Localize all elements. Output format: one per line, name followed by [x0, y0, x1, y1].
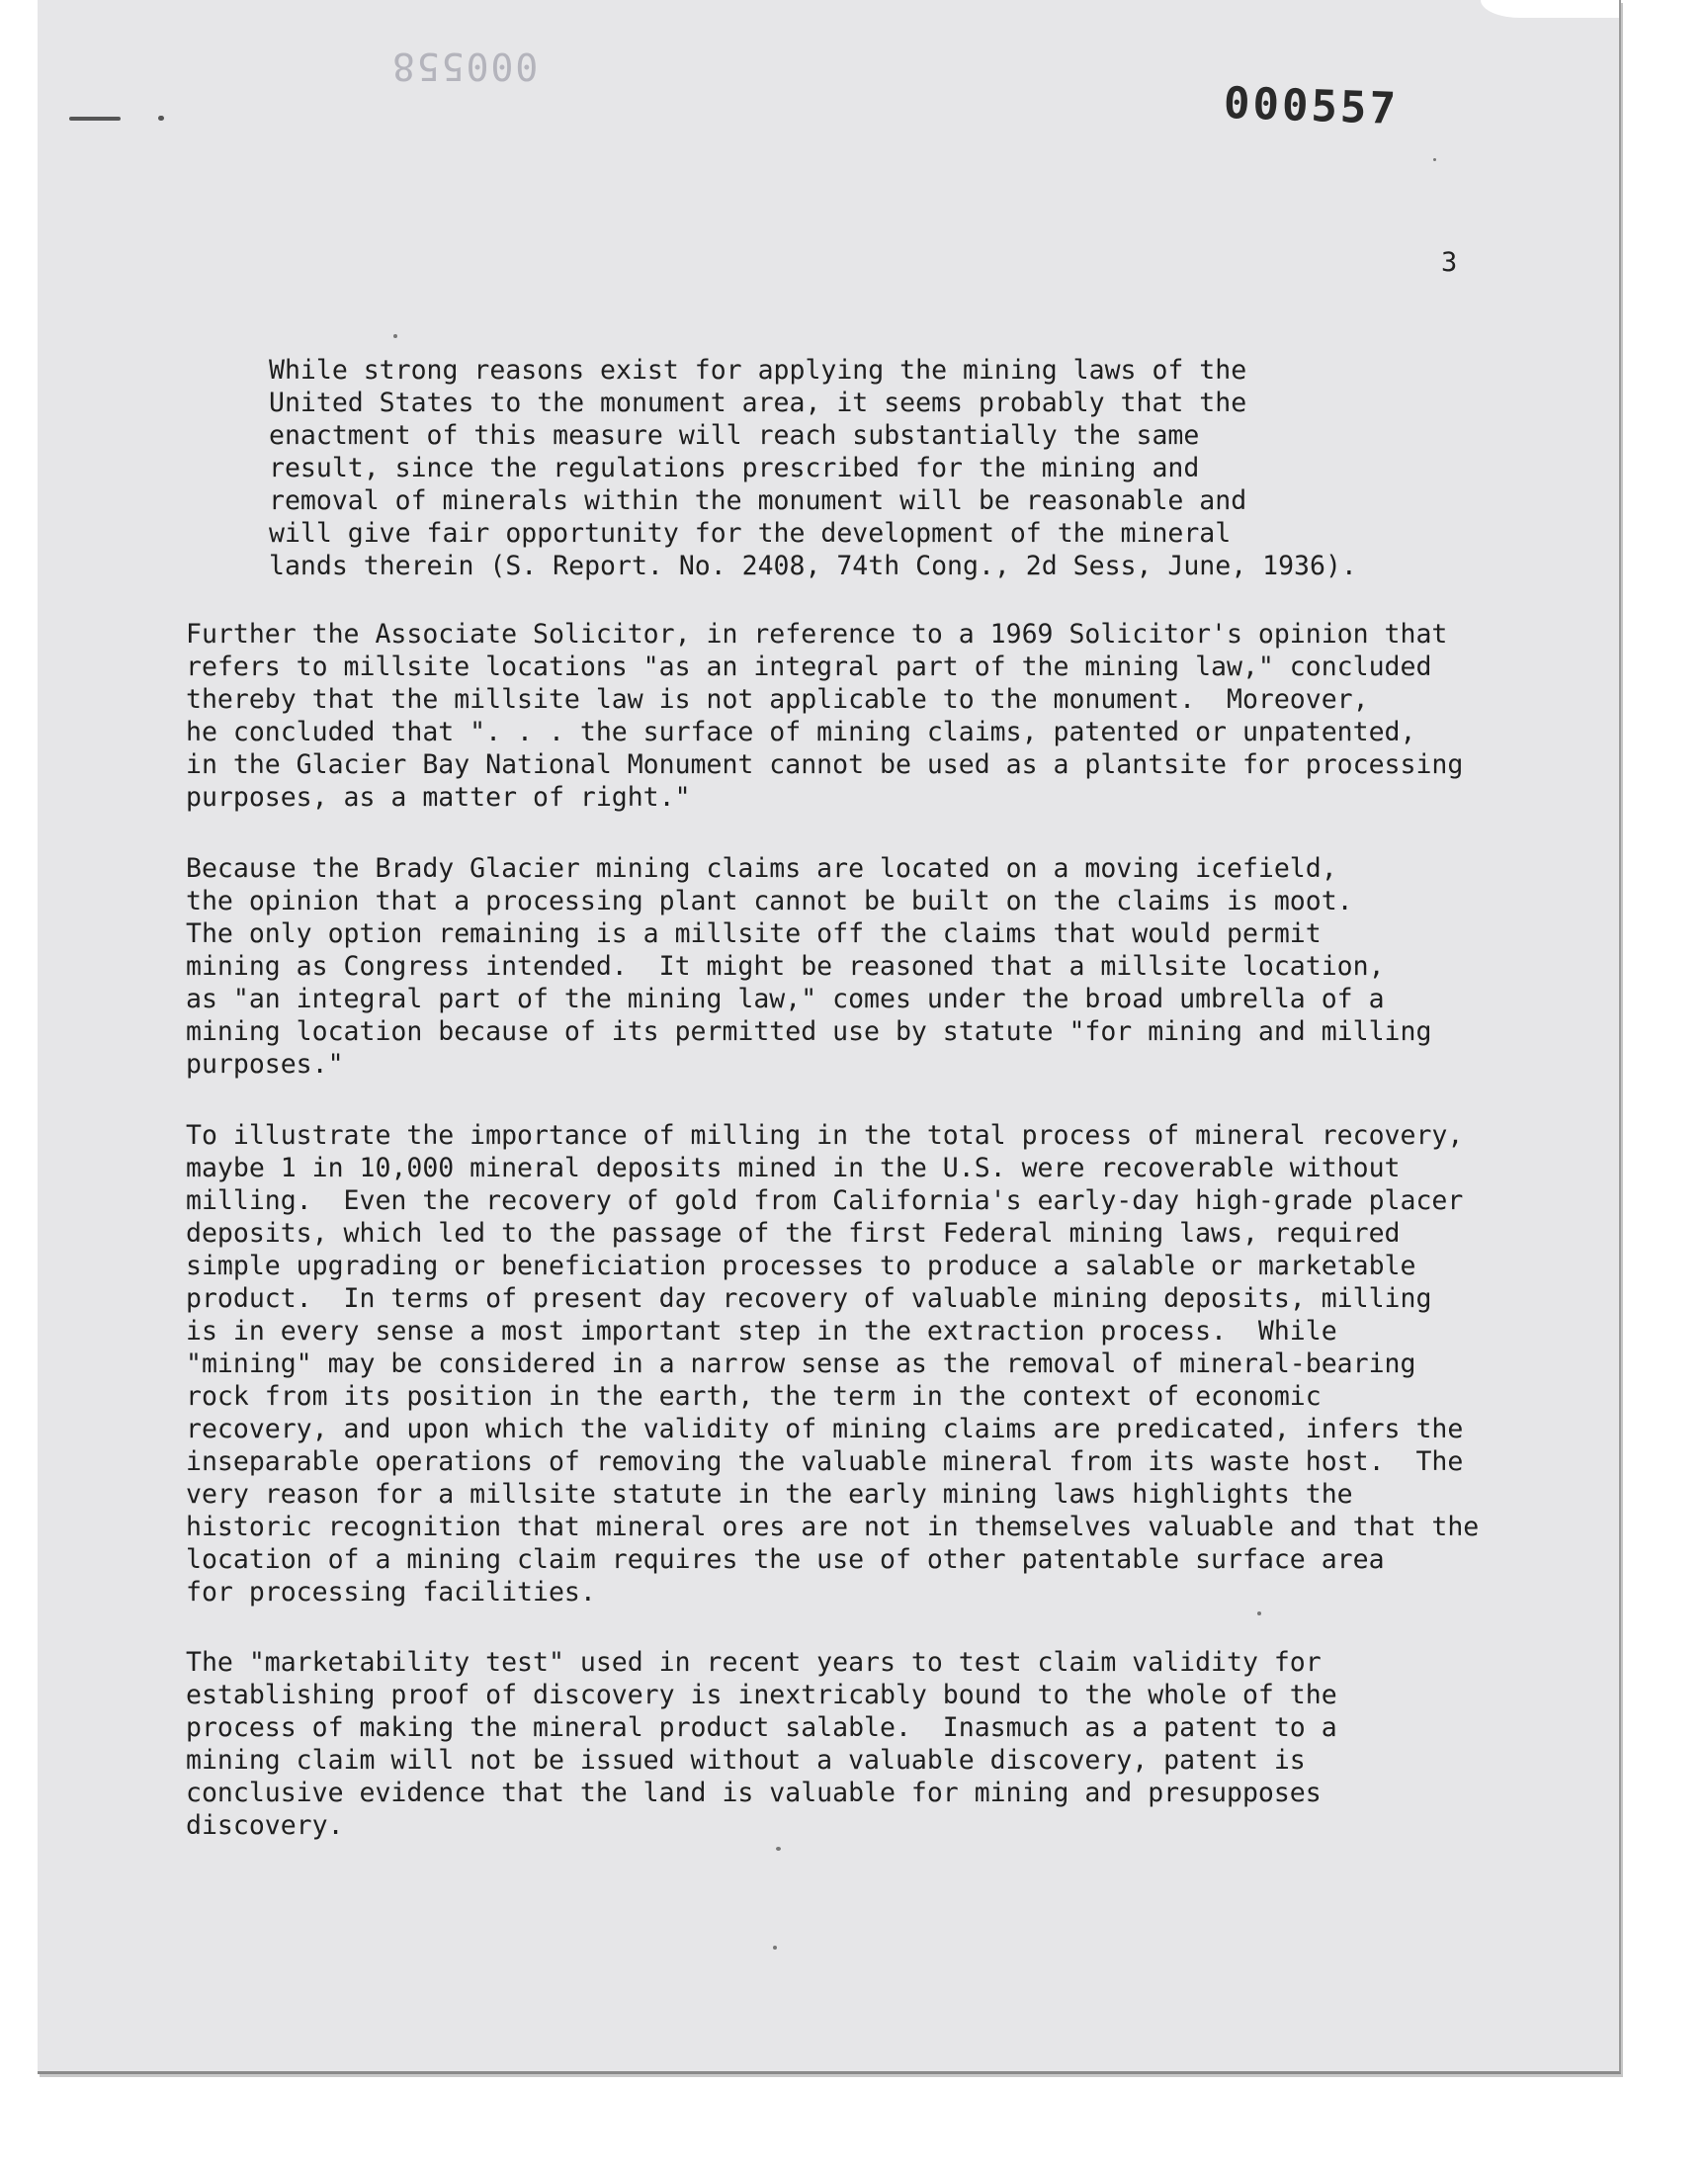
text-line: rock from its position in the earth, the term in the context of economic [186, 1381, 1322, 1412]
text-line: "mining" may be considered in a narrow sense as the removal of mineral-bearing [186, 1348, 1416, 1379]
text-line: purposes, as a matter of right." [186, 782, 691, 813]
bates-stamp-number: 000557 [1223, 77, 1400, 135]
text-line: historic recognition that mineral ores are not in themselves valuable and that the [186, 1512, 1480, 1542]
text-line: the opinion that a processing plant cannot be built on the claims is moot. [186, 886, 1353, 916]
text-line: The "marketability test" used in recent years to test claim validity for [186, 1647, 1322, 1678]
text-line: refers to millsite locations "as an integral part of the mining law," concluded [186, 652, 1432, 682]
text-line: is in every sense a most important step in the extraction process. While [186, 1316, 1337, 1347]
text-line: discovery. [186, 1810, 344, 1841]
text-line: thereby that the millsite law is not applicable to the monument. Moreover, [186, 684, 1369, 715]
text-line: enactment of this measure will reach substantially the same [269, 420, 1200, 451]
text-line: product. In terms of present day recovery of valuable mining deposits, milling [186, 1283, 1432, 1314]
text-line: The only option remaining is a millsite off the claims that would permit [186, 918, 1322, 949]
block-quote [269, 354, 1357, 582]
text-line: simple upgrading or beneficiation processes to produce a salable or marketable [186, 1251, 1416, 1281]
text-line: will give fair opportunity for the development of the mineral [269, 518, 1232, 549]
paragraph-associate-solicitor [186, 618, 1463, 814]
scan-speck [393, 334, 397, 338]
text-line: Further the Associate Solicitor, in reference to a 1969 Solicitor's opinion that [186, 619, 1448, 650]
text-line: purposes." [186, 1049, 344, 1080]
scan-speck [773, 1946, 777, 1950]
text-line: United States to the monument area, it seems probably that the [269, 388, 1247, 418]
text-line: To illustrate the importance of milling in the total process of mineral recovery, [186, 1120, 1464, 1151]
paragraph-brady-glacier [186, 852, 1431, 1081]
text-line: lands therein (S. Report. No. 2408, 74th Cong., 2d Sess, June, 1936). [269, 551, 1357, 581]
text-line: mining as Congress intended. It might be reasoned that a millsite location, [186, 951, 1385, 982]
text-line: recovery, and upon which the validity of mining claims are predicated, infers the [186, 1414, 1464, 1444]
page-corner-curl [1481, 0, 1619, 18]
paragraph-milling-importance [186, 1119, 1479, 1609]
margin-dot-mark [158, 116, 164, 121]
text-line: location of a mining claim requires the use of other patentable surface area [186, 1544, 1385, 1575]
text-line: very reason for a millsite statute in the early mining laws highlights the [186, 1479, 1353, 1510]
text-line: for processing facilities. [186, 1577, 596, 1608]
margin-dash-mark [69, 117, 121, 121]
text-line: he concluded that ". . . the surface of mining claims, patented or unpatented, [186, 717, 1416, 747]
scan-speck [1433, 158, 1436, 161]
text-line: result, since the regulations prescribed for the mining and [269, 453, 1200, 483]
text-line: milling. Even the recovery of gold from California's early-day high-grade placer [186, 1185, 1464, 1216]
paragraph-marketability-test [186, 1646, 1337, 1842]
text-line: mining location because of its permitted use by statute "for mining and milling [186, 1016, 1432, 1047]
text-line: process of making the mineral product salable. Inasmuch as a patent to a [186, 1712, 1337, 1743]
text-line: mining claim will not be issued without a valuable discovery, patent is [186, 1745, 1306, 1776]
scan-speck [776, 1847, 781, 1851]
text-line: in the Glacier Bay National Monument cannot be used as a plantsite for processing [186, 749, 1464, 780]
text-line: as "an integral part of the mining law," comes under the broad umbrella of a [186, 984, 1385, 1014]
text-line: establishing proof of discovery is inextricably bound to the whole of the [186, 1680, 1337, 1710]
text-line: inseparable operations of removing the valuable mineral from its waste host. The [186, 1446, 1464, 1477]
scan-speck [1257, 1611, 1261, 1615]
page-number: 3 [1441, 247, 1458, 278]
text-line: maybe 1 in 10,000 mineral deposits mined in the U.S. were recoverable without [186, 1153, 1401, 1183]
text-line: While strong reasons exist for applying the mining laws of the [269, 355, 1247, 386]
text-line: Because the Brady Glacier mining claims are located on a moving icefield, [186, 853, 1337, 884]
text-line: deposits, which led to the passage of the first Federal mining laws, required [186, 1218, 1401, 1249]
text-line: conclusive evidence that the land is valuable for mining and presupposes [186, 1778, 1322, 1808]
text-line: removal of minerals within the monument will be reasonable and [269, 485, 1247, 516]
faded-bates-stamp: 000558 [390, 44, 539, 88]
